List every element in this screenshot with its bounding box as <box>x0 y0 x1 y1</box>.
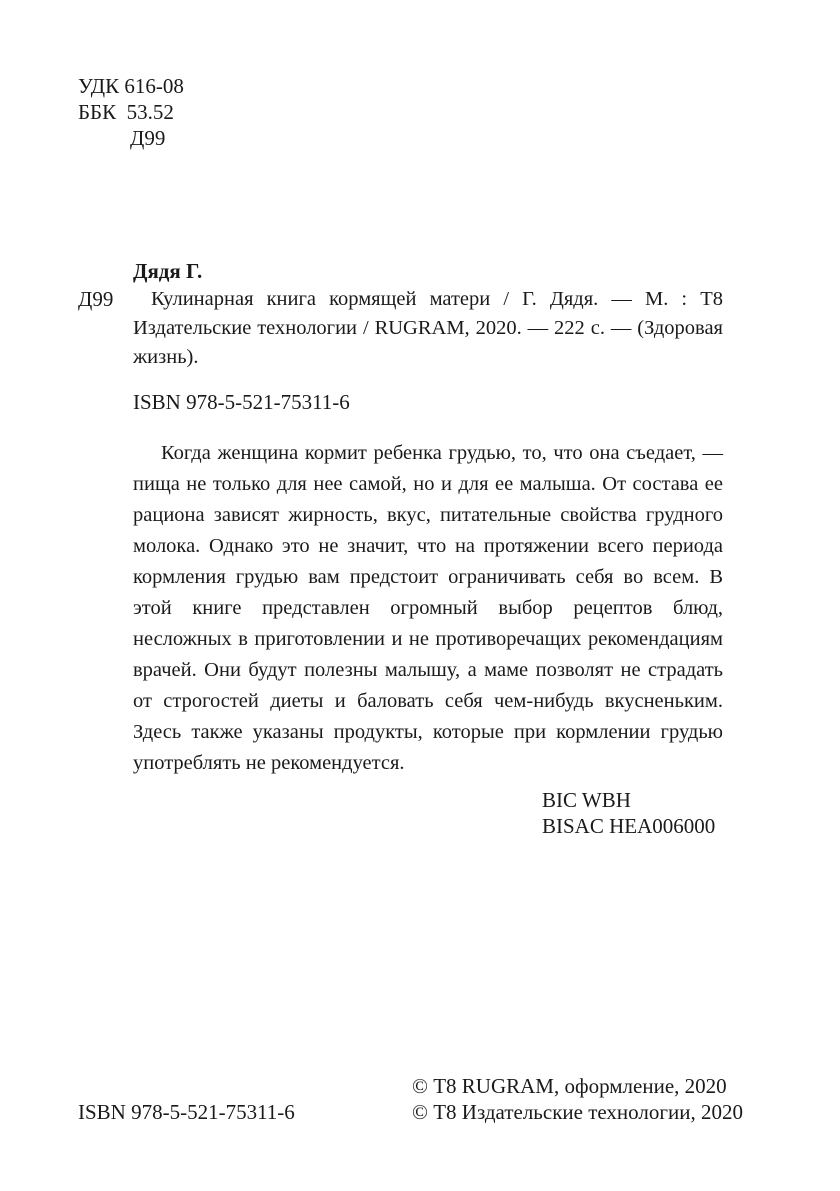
author-sign-entry: Д99 <box>78 287 114 311</box>
annotation-text: Когда женщина кормит ребенка грудью, то, что она съедает, — пища не только для нее самой, но и для ее малыша. От состава ее рациона зависят жирность, вкус, питательные свойства грудного молока. Однако это не значит, что на протяжении всего периода кормления грудью вам предстоит ограничивать себя во всем. В этой книге представлен огромный выбор рецептов блюд, несложных в приготовлении и не противоречащих рекомендациям врачей. Они будут полезны малышу, а маме позволят не страдать от строгостей диеты и баловать себя чем-нибудь вкусненьким. Здесь также указаны продукты, которые при кормлении грудью употреблять не рекомендуется. <box>133 442 723 774</box>
author-heading: Дядя Г. <box>133 259 203 283</box>
footer-isbn: ISBN 978-5-521-75311-6 <box>78 1100 295 1124</box>
copyright-design: © Т8 RUGRAM, оформление, 2020 <box>412 1074 727 1098</box>
bibliographic-text: Кулинарная книга кормящей матери / Г. Дядя. — М. : Т8 Издательские технологии / RUGRAM, 2020. — 222 с. — (Здоровая жизнь). <box>133 288 723 368</box>
udk-line <box>78 73 184 99</box>
bbk-value: 53.52 <box>126 100 174 124</box>
copyright-publisher: © Т8 Издательские технологии, 2020 <box>412 1100 743 1124</box>
bisac-code: BISAC HEA006000 <box>542 814 716 838</box>
annotation-block <box>133 438 723 779</box>
bbk-label: ББК <box>78 100 117 124</box>
bic-code: BIC WBH <box>542 788 631 812</box>
bibliographic-description <box>133 285 723 372</box>
udk-value: 616-08 <box>124 74 184 98</box>
bbk-line <box>78 99 174 125</box>
author-sign-top: Д99 <box>130 126 166 150</box>
udk-label: УДК <box>78 74 120 98</box>
isbn-entry: ISBN 978-5-521-75311-6 <box>133 390 350 414</box>
